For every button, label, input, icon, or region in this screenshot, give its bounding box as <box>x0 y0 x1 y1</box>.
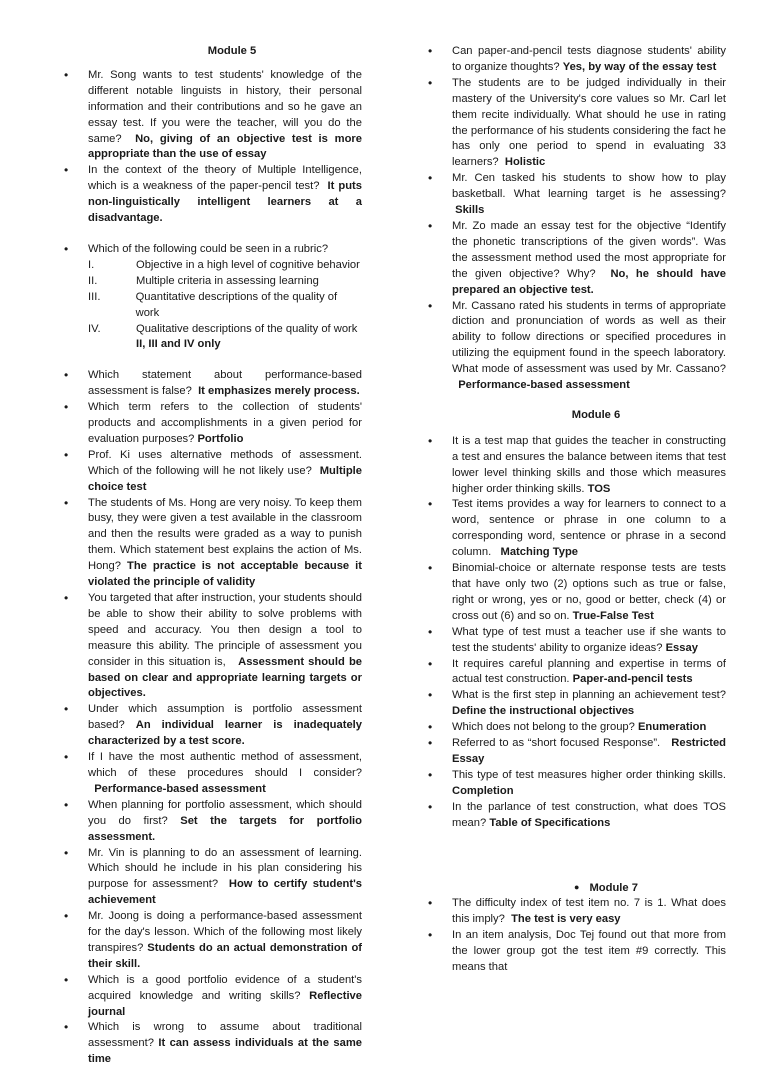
right-column <box>426 44 726 976</box>
answer-text: Define the instructional objectives <box>452 705 635 718</box>
module-6-title: Module 6 <box>571 408 621 421</box>
answer-text: Holistic <box>504 156 546 169</box>
list-item: • Referred to as “short focused Response”. Restricted Essay <box>426 736 726 768</box>
answer-text: Completion <box>452 784 514 797</box>
list-item: • The students are to be judged individually in their mastery of the University's core values so Mr. Carl let them recite individually. What should he use in rating the performance of his students considering the fact he has only one period to spend in evaluating 33 learners? Holistic <box>426 76 726 171</box>
module-7-title: ● Module 7 <box>574 881 638 894</box>
list-item: • Binomial-choice or alternate response tests are tests that have only two (2) options such as true or false, right or wrong, yes or no, good or better, check (4) or cross out (6) and so on. True-False Test <box>426 561 726 625</box>
rubric-option: III. Quantitative descriptions of the quality of work <box>88 290 338 319</box>
module-5-title: Module 5 <box>207 45 257 57</box>
list-item: • If I have the most authentic method of assessment, which of these procedures should I consider? Performance-based assessment <box>62 750 362 798</box>
spacer <box>62 227 362 242</box>
rubric-option: II. Multiple criteria in assessing learning <box>88 274 319 287</box>
list-item: • It is a test map that guides the teacher in constructing a test and ensures the balance between items that test lower level thinking skills and those which measures higher order thinking skills. TOS <box>426 434 726 498</box>
list-item: • Mr. Cen tasked his students to show how to play basketball. What learning target is he assessing? Skills <box>426 171 726 219</box>
list-item: • Which is wrong to assume about traditional assessment? It can assess individuals at the same time <box>62 1020 362 1068</box>
answer-text: II, III and IV only <box>136 338 221 351</box>
answer-text: Yes, by way of the essay test <box>562 60 717 73</box>
list-item: • Mr. Vin is planning to do an assessment of learning. Which should he include in his plan considering his purpose for assessment? How to certify student's achievement <box>62 846 362 910</box>
answer-text: No, giving of an objective test is more appropriate than the use of essay <box>88 132 362 161</box>
list-item: • The students of Ms. Hong are very noisy. To keep them busy, they were given a test available in the classroom and then the results were graded as a way to punish them. Which statement best explains the action of Ms. Hong? The practice is not acceptable because it violated the principle of validity <box>62 496 362 591</box>
bullet-icon: ● <box>574 881 580 892</box>
answer-text: How to certify student's achievement <box>88 878 363 907</box>
answer-text: It emphasizes merely process. <box>198 385 360 398</box>
answer-text: It puts non-linguistically intelligent learners at a disadvantage. <box>88 180 362 225</box>
module-5-list-b <box>62 368 362 1068</box>
question-text: In the context of the theory of Multiple Intelligence, which is a weakness of the paper-pencil test? <box>88 164 362 193</box>
spacer <box>62 353 362 368</box>
answer-text: It can assess individuals at the same time <box>88 1037 363 1066</box>
question-text: Which of the following could be seen in a rubric? <box>88 242 329 255</box>
module-5-list-a <box>62 68 362 227</box>
answer-text: TOS <box>587 482 611 495</box>
answer-text: Enumeration <box>637 721 707 734</box>
answer-text: Portfolio <box>197 432 244 445</box>
rubric-option: IV. Qualitative descriptions of the quality of work <box>88 322 358 335</box>
list-item: • It requires careful planning and expertise in terms of actual test construction. Paper-and-pencil tests <box>426 657 726 689</box>
answer-text: Performance-based assessment <box>458 379 630 392</box>
list-item: • In the parlance of test construction, what does TOS mean? Table of Specifications <box>426 800 726 832</box>
list-item <box>62 163 362 227</box>
answer-text: Performance-based assessment <box>94 782 266 795</box>
list-item: • Prof. Ki uses alternative methods of assessment. Which of the following will he not likely use? Multiple choice test <box>62 448 362 496</box>
module-5-continued-list <box>426 44 726 394</box>
list-item: • When planning for portfolio assessment, which should you do first? Set the targets for portfolio assessment. <box>62 798 362 846</box>
list-item: • The difficulty index of test item no. 7 is 1. What does this imply? The test is very easy <box>426 896 726 928</box>
answer-text: True-False Test <box>572 609 654 622</box>
list-item: • This type of test measures higher order thinking skills. Completion <box>426 768 726 800</box>
list-item: • Test items provides a way for learners to connect to a word, sentence or phrase in one column to a corresponding word, sentence or phrase in a second column. Matching Type <box>426 497 726 561</box>
answer-text: Multiple choice test <box>88 464 362 493</box>
rubric-option: I. Objective in a high level of cognitive behavior <box>88 258 360 271</box>
list-item: • What is the first step in planning an achievement test? Define the instructional objectives <box>426 688 726 720</box>
answer-text: Assessment should be based on clear and appropriate learning targets or objectives. <box>88 655 363 700</box>
list-item: • You targeted that after instruction, your students should be able to show their ability to solve problems with speed and accuracy. You then design a tool to measure this ability. The principle of assessment you consider in this situation is, Assessment should be based on clear and appropriate learning targets or objectives. <box>62 591 362 702</box>
list-item: • In an item analysis, Doc Tej found out that more from the lower group got the test item #9 correctly. This means that <box>426 928 726 976</box>
rubric-question <box>62 242 362 258</box>
answer-text: The practice is not acceptable because it violated the principle of validity <box>88 560 362 589</box>
answer-text: No, he should have prepared an objective test. <box>452 267 726 296</box>
left-column <box>62 44 362 1068</box>
list-item: • Mr. Zo made an essay test for the objective “Identify the phonetic transcriptions of the given words”. Was the assessment method used the most appropriate for the given objective? Why? No, he should have prepared an objective test. <box>426 219 726 299</box>
answer-text: Skills <box>455 204 485 217</box>
answer-text: Matching Type <box>500 546 579 559</box>
list-item: • Which term refers to the collection of students' products and accomplishments in a given period for evaluation purposes? Portfolio <box>62 400 362 448</box>
list-item: • What type of test must a teacher use if she wants to test the students' ability to organize ideas? Essay <box>426 625 726 657</box>
list-item: • Can paper-and-pencil tests diagnose students' ability to organize thoughts? Yes, by way of the essay test <box>426 44 726 76</box>
module-7-list <box>426 896 726 976</box>
answer-text: Students do an actual demonstration of their skill. <box>88 941 362 970</box>
list-item <box>62 242 362 258</box>
answer-text: Paper-and-pencil tests <box>572 673 693 686</box>
module-6-list <box>426 434 726 832</box>
answer-text: Table of Specifications <box>489 816 611 829</box>
answer-text: Essay <box>665 641 698 654</box>
list-item: • Mr. Joong is doing a performance-based assessment for the day's lesson. Which of the following most likely transpires? Students do an actual demonstration of their skill. <box>62 909 362 973</box>
list-item: • Which is a good portfolio evidence of a student's acquired knowledge and writing skills? Reflective journal <box>62 973 362 1021</box>
list-item: • Under which assumption is portfolio assessment based? An individual learner is inadequately characterized by a test score. <box>62 702 362 750</box>
answer-text: Restricted Essay <box>452 737 726 765</box>
answer-text: The test is very easy <box>511 913 621 926</box>
list-item <box>62 68 362 163</box>
list-item: • Which statement about performance-based assessment is false? It emphasizes merely process. <box>62 368 362 400</box>
answer-text: An individual learner is inadequately characterized by a test score. <box>88 719 363 748</box>
question-text: Mr. Song wants to test students' knowledge of the different notable linguists in history, their personal information and their contributions and so he gave an essay test. If you were the teacher, will you do the same? <box>88 68 362 145</box>
rubric-options <box>62 258 362 353</box>
answer-text: Reflective journal <box>88 989 362 1018</box>
list-item: • Which does not belong to the group? Enumeration <box>426 720 726 736</box>
answer-text: Set the targets for portfolio assessment. <box>88 814 362 843</box>
list-item: • Mr. Cassano rated his students in terms of appropriate diction and pronunciation of words as well as their ability to follow directions or specified procedures in utilizing the equipment found in the speech laboratory. What mode of assessment was used by Mr. Cassano? Performance-based assessment <box>426 299 726 394</box>
